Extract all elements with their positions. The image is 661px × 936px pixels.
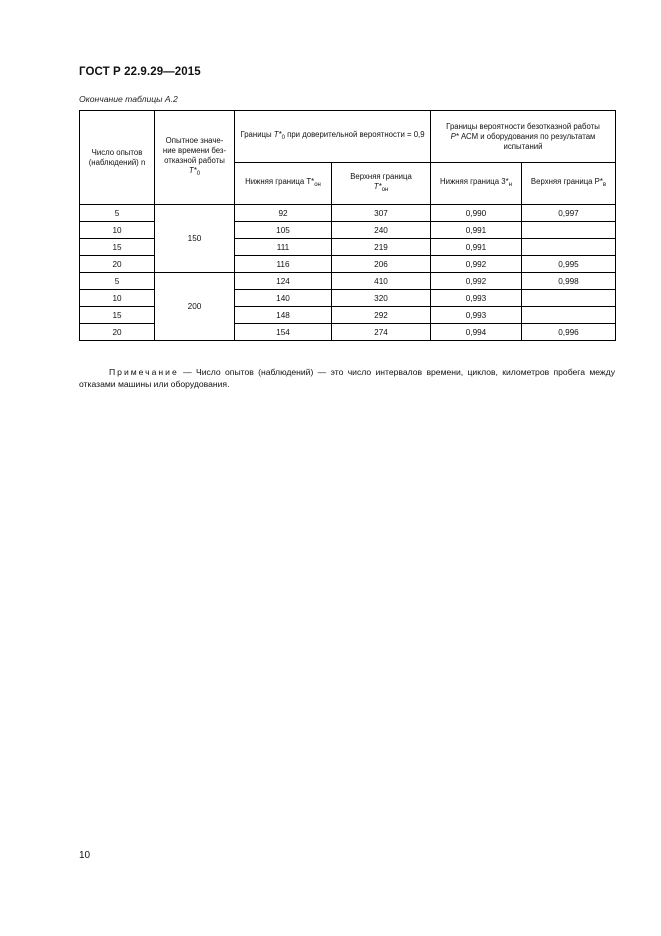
cell-trials: 5 — [80, 205, 155, 222]
header-lower-p-subscript: н — [508, 182, 512, 188]
cell-p-lower: 0,991 — [431, 222, 522, 239]
cell-trials: 15 — [80, 239, 155, 256]
table-caption: Окончание таблицы А.2 — [79, 94, 178, 104]
cell-p-upper: 0,998 — [522, 273, 616, 290]
cell-t-upper: 219 — [332, 239, 431, 256]
header-time-symbol: T* — [188, 166, 197, 175]
cell-p-upper — [522, 239, 616, 256]
header-group-prob-symbol: P* — [450, 131, 459, 141]
header-lower-p-label: Нижняя граница 3* — [440, 177, 509, 186]
cell-t-lower: 124 — [235, 273, 332, 290]
cell-p-upper: 0,995 — [522, 256, 616, 273]
cell-p-upper — [522, 307, 616, 324]
header-time-subscript: 0 — [196, 171, 201, 177]
header-lower-t-subscript: он — [314, 182, 321, 188]
cell-p-lower: 0,990 — [431, 205, 522, 222]
header-upper-p-subscript: в — [602, 182, 607, 188]
cell-t-lower: 116 — [235, 256, 332, 273]
header-upper-t — [332, 163, 431, 205]
header-group-prob-line2: АСМ и оборудования по результатам испытаний — [458, 131, 596, 151]
header-trials-label: Число опытов (наблюдений) n — [88, 147, 146, 167]
header-upper-t-subscript: он — [381, 187, 389, 193]
data-table — [79, 110, 616, 341]
cell-p-lower: 0,993 — [431, 290, 522, 307]
header-group-prob — [431, 111, 616, 163]
cell-t-lower: 92 — [235, 205, 332, 222]
cell-t-upper: 410 — [332, 273, 431, 290]
cell-t-lower: 148 — [235, 307, 332, 324]
cell-trials: 10 — [80, 222, 155, 239]
header-time — [155, 111, 235, 205]
header-upper-t-label: Верхняя граница — [350, 172, 412, 181]
table-note — [79, 366, 615, 390]
header-upper-p-label: Верхняя граница P* — [530, 177, 603, 186]
cell-t0: 200 — [155, 273, 235, 341]
cell-p-upper — [522, 290, 616, 307]
cell-p-lower: 0,994 — [431, 324, 522, 341]
header-time-line3: отказной работы — [164, 156, 225, 165]
header-trials — [80, 111, 155, 205]
cell-trials: 20 — [80, 256, 155, 273]
cell-t-lower: 140 — [235, 290, 332, 307]
cell-trials: 15 — [80, 307, 155, 324]
header-time-line2: ние времени без- — [162, 146, 227, 155]
cell-t-upper: 274 — [332, 324, 431, 341]
cell-p-upper — [522, 222, 616, 239]
cell-t-upper: 320 — [332, 290, 431, 307]
cell-p-upper: 0,996 — [522, 324, 616, 341]
cell-trials: 20 — [80, 324, 155, 341]
header-group-bounds-pre: Границы — [240, 130, 274, 139]
cell-p-lower: 0,991 — [431, 239, 522, 256]
header-group-bounds — [235, 111, 431, 163]
header-upper-t-symbol: T* — [373, 182, 382, 191]
header-group-bounds-post: при доверительной вероятности = 0,9 — [284, 130, 425, 139]
cell-trials: 10 — [80, 290, 155, 307]
cell-t-upper: 206 — [332, 256, 431, 273]
header-group-bounds-subscript: 0 — [281, 135, 285, 141]
header-group-bounds-symbol: T* — [273, 130, 282, 139]
document-header: ГОСТ Р 22.9.29—2015 — [79, 66, 201, 78]
header-upper-p — [522, 163, 616, 205]
cell-p-upper: 0,997 — [522, 205, 616, 222]
table-row — [80, 205, 616, 222]
cell-t-lower: 111 — [235, 239, 332, 256]
cell-t-lower: 105 — [235, 222, 332, 239]
cell-t-upper: 307 — [332, 205, 431, 222]
header-lower-t — [235, 163, 332, 205]
header-lower-p — [431, 163, 522, 205]
cell-t-upper: 292 — [332, 307, 431, 324]
cell-p-lower: 0,992 — [431, 256, 522, 273]
cell-p-lower: 0,993 — [431, 307, 522, 324]
cell-t-upper: 240 — [332, 222, 431, 239]
table-body — [80, 205, 616, 341]
table-row — [80, 273, 616, 290]
cell-t-lower: 154 — [235, 324, 332, 341]
cell-trials: 5 — [80, 273, 155, 290]
cell-p-lower: 0,992 — [431, 273, 522, 290]
header-lower-t-label: Нижняя граница T* — [245, 177, 315, 186]
note-text: — Число опытов (наблюдений) — это число интервалов времени, циклов, километров пробега между отказами машины или оборудования. — [79, 367, 615, 389]
cell-t0: 150 — [155, 205, 235, 273]
header-time-line1: Опытное значе- — [165, 136, 224, 145]
page-number: 10 — [79, 850, 91, 861]
note-lead: Примечание — [109, 367, 179, 377]
header-group-prob-line1: Границы вероятности безотказной работы — [446, 121, 600, 131]
